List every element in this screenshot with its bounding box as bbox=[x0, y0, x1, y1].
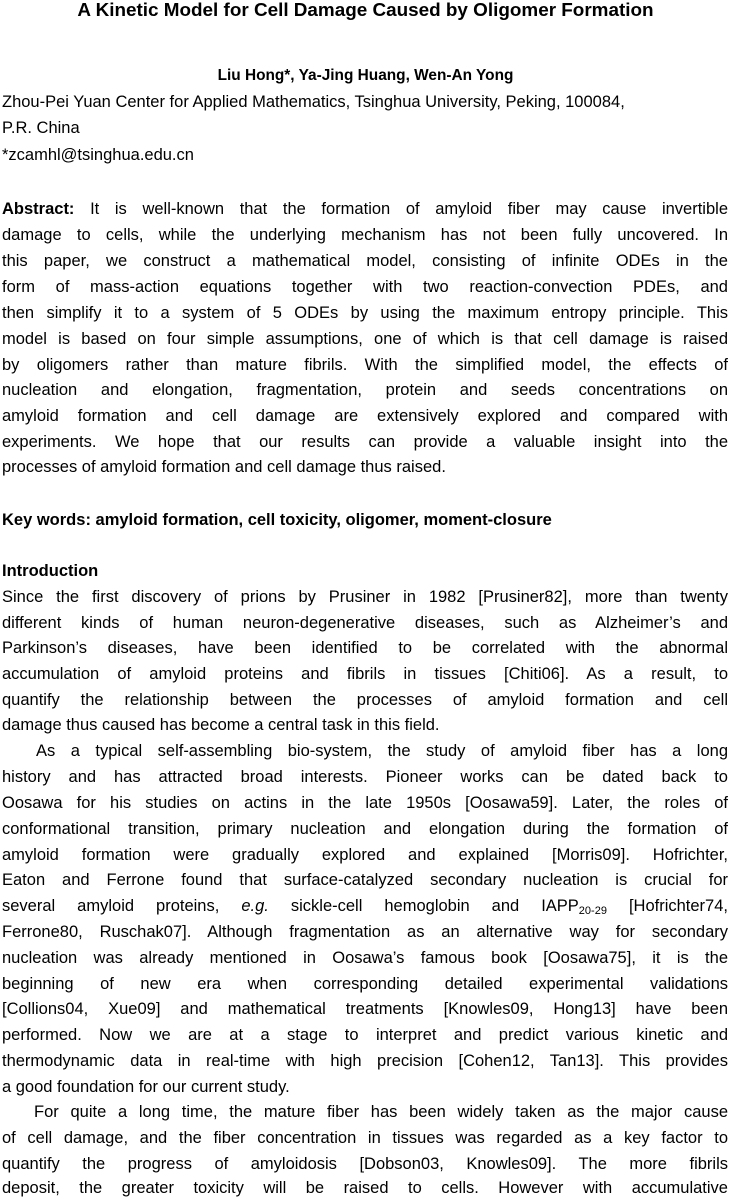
eg-mid: sickle-cell hemoglobin and IAPP bbox=[290, 897, 579, 915]
intro-p1-line: Parkinson’s diseases, have been identified to be correlated with the abnormal bbox=[2, 639, 728, 657]
paper-title: A Kinetic Model for Cell Damage Caused by Oligomer Formation bbox=[77, 0, 654, 21]
intro-p2-line: Ferrone80, Ruschak07]. Although fragmentation as an alternative way for secondary bbox=[2, 923, 728, 941]
intro-p3-line: of cell damage, and the fiber concentration in tissues was regarded as a key factor to bbox=[2, 1129, 728, 1147]
abstract-line: model is based on four simple assumptions, one of which is that cell damage is raised bbox=[2, 330, 728, 348]
intro-p1-last-line: damage thus caused has become a central task in this field. bbox=[2, 716, 440, 734]
abstract-line: damage to cells, while the underlying mechanism has not been fully uncovered. In bbox=[2, 226, 728, 244]
intro-p2-line: Eaton and Ferrone found that surface-catalyzed secondary nucleation is crucial for bbox=[2, 871, 728, 889]
abstract-first-line-text: It is well-known that the formation of amyloid fiber may cause invertible bbox=[90, 200, 728, 218]
abstract-last-line: processes of amyloid formation and cell damage thus raised. bbox=[2, 458, 446, 476]
intro-p1-line: different kinds of human neuron-degenerative diseases, such as Alzheimer’s and bbox=[2, 614, 728, 632]
intro-p1-line: Since the first discovery of prions by Prusiner in 1982 [Prusiner82], more than twenty bbox=[2, 588, 728, 606]
author-list: Liu Hong*, Ya-Jing Huang, Wen-An Yong bbox=[217, 67, 514, 84]
affiliation-line-2: P.R. China bbox=[2, 119, 80, 137]
intro-p3-line: For quite a long time, the mature fiber has been widely taken as the major cause bbox=[34, 1103, 728, 1121]
intro-p2-eg-line bbox=[2, 896, 728, 921]
abstract-line: this paper, we construct a mathematical model, consisting of infinite ODEs in the bbox=[2, 252, 728, 270]
abstract-label: Abstract: bbox=[2, 200, 75, 218]
abstract-line: experiments. We hope that our results can provide a valuable insight into the bbox=[2, 433, 728, 451]
abstract-line: amyloid formation and cell damage are extensively explored and compared with bbox=[2, 407, 728, 425]
abstract-line-1 bbox=[2, 199, 728, 219]
intro-p2-line: history and has attracted broad interests. Pioneer works can be dated back to bbox=[2, 768, 728, 786]
affiliation-line-1: Zhou-Pei Yuan Center for Applied Mathematics, Tsinghua University, Peking, 100084, bbox=[2, 93, 625, 111]
abstract-line: nucleation and elongation, fragmentation, protein and seeds concentrations on bbox=[2, 381, 728, 399]
intro-p2-line: amyloid formation were gradually explored and explained [Morris09]. Hofrichter, bbox=[2, 846, 728, 864]
abstract-line: by oligomers rather than mature fibrils. With the simplified model, the effects of bbox=[2, 356, 728, 374]
intro-p1-line: quantify the relationship between the processes of amyloid formation and cell bbox=[2, 691, 728, 709]
abstract-line: form of mass-action equations together with two reaction-convection PDEs, and bbox=[2, 278, 728, 296]
abstract-line: then simplify it to a system of 5 ODEs by using the maximum entropy principle. This bbox=[2, 304, 728, 322]
intro-p3-line: deposit, the greater toxicity will be raised to cells. However with accumulative bbox=[2, 1179, 728, 1197]
eg-italic: e.g. bbox=[241, 897, 269, 915]
intro-p2-line: conformational transition, primary nucleation and elongation during the formation of bbox=[2, 820, 728, 838]
keywords: Key words: amyloid formation, cell toxicity, oligomer, moment-closure bbox=[2, 511, 552, 529]
intro-p2-line: As a typical self-assembling bio-system, the study of amyloid fiber has a long bbox=[36, 742, 728, 760]
intro-p2-line: thermodynamic data in real-time with high precision [Cohen12, Tan13]. This provides bbox=[2, 1052, 728, 1070]
intro-p2-line: beginning of new era when corresponding detailed experimental validations bbox=[2, 975, 728, 993]
corresponding-email: *zcamhl@tsinghua.edu.cn bbox=[2, 146, 194, 164]
eg-post: [Hofrichter74, bbox=[628, 897, 728, 915]
intro-p2-line: performed. Now we are at a stage to interpret and predict various kinetic and bbox=[2, 1026, 728, 1044]
intro-p1-line: accumulation of amyloid proteins and fibrils in tissues [Chiti06]. As a result, to bbox=[2, 665, 728, 683]
section-heading-introduction: Introduction bbox=[2, 562, 99, 580]
intro-p2-last-line: a good foundation for our current study. bbox=[2, 1078, 290, 1096]
intro-p2-line: nucleation was already mentioned in Oosawa’s famous book [Oosawa75], it is the bbox=[2, 949, 728, 967]
intro-p3-line: quantify the progress of amyloidosis [Dobson03, Knowles09]. The more fibrils bbox=[2, 1155, 728, 1173]
eg-pre: several amyloid proteins, bbox=[2, 897, 220, 915]
intro-p2-line: Oosawa for his studies on actins in the late 1950s [Oosawa59]. Later, the roles of bbox=[2, 794, 728, 812]
iapp-subscript: 20-29 bbox=[578, 905, 607, 917]
intro-p2-line: [Collions04, Xue09] and mathematical treatments [Knowles09, Hong13] have been bbox=[2, 1000, 728, 1018]
